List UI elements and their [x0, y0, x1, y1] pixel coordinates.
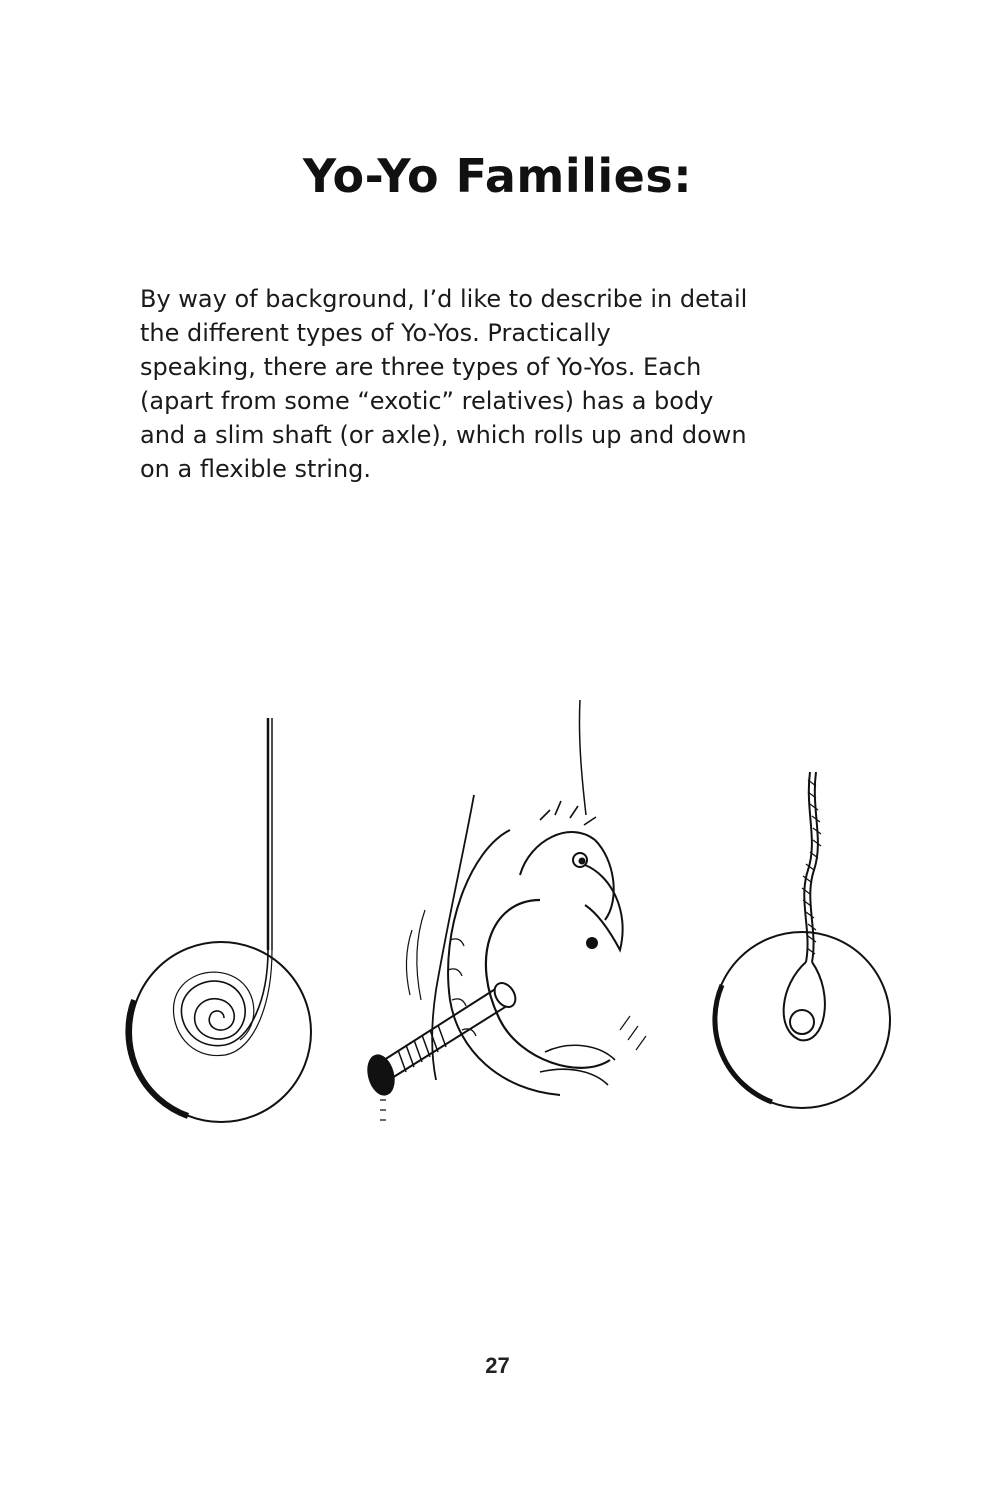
page-title: Yo-Yo Families: — [302, 148, 693, 203]
yoyo-twisted-string-icon — [714, 772, 890, 1108]
paragraph-line: on a flexible string. — [140, 455, 372, 483]
paragraph-line: the different types of Yo-Yos. Practically — [140, 319, 611, 347]
paragraph-line: speaking, there are three types of Yo-Yos. Each — [140, 353, 702, 381]
yoyo-side-view-bird-icon — [364, 700, 646, 1120]
paragraph-line: (apart from some “exotic” relatives) has a body — [140, 387, 714, 415]
paragraph-line: By way of background, I’d like to describe in detail — [140, 285, 748, 313]
body-paragraph — [140, 282, 880, 486]
yoyo-spiral-string-icon — [128, 718, 311, 1122]
paragraph-line: and a slim shaft (or axle), which rolls up and down — [140, 421, 747, 449]
page-number: 27 — [485, 1353, 510, 1378]
yoyo-illustrations — [0, 700, 995, 1160]
